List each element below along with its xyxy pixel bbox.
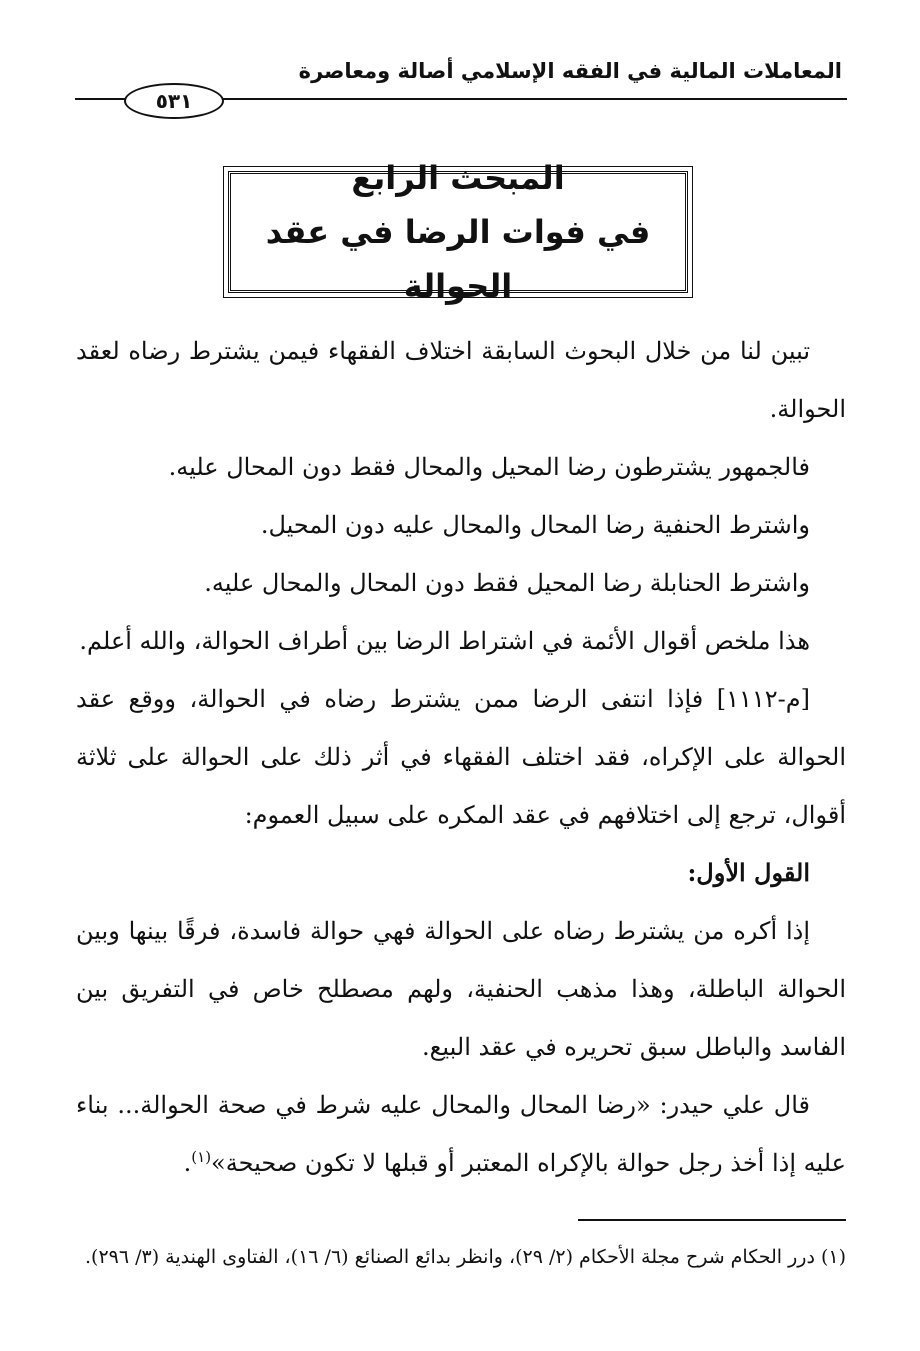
paragraph-6: [م-١١١٢] فإذا انتفى الرضا ممن يشترط رضاه في الحوالة، ووقع عقد الحوالة على الإكراه، فقد اختلف الفقهاء في أثر ذلك على الحوالة على ثلاثة أقوال، ترجع إلى اختلافهم في عقد المكره على سبيل العموم: xyxy=(76,685,846,829)
quotation-text: قال علي حيدر: «رضا المحال والمحال عليه شرط في صحة الحوالة... بناء عليه إذا أخذ رجل حوالة بالإكراه المعتبر أو قبلها لا تكون صحيحة» xyxy=(76,1091,846,1177)
page-number: ٥٣١ xyxy=(124,83,224,119)
sentence-end: . xyxy=(183,1149,192,1177)
paragraph-1: تبين لنا من خلال البحوث السابقة اختلاف الفقهاء فيمن يشترط رضاه لعقد الحوالة. xyxy=(76,337,846,423)
paragraph-8 xyxy=(76,1076,846,1192)
section-title-line-1: المبحث الرابع xyxy=(351,159,565,197)
first-opinion-heading: القول الأول: xyxy=(687,858,810,887)
paragraph-5: هذا ملخص أقوال الأئمة في اشتراط الرضا بين أطراف الحوالة، والله أعلم. xyxy=(79,627,810,655)
footnotes xyxy=(80,1234,846,1280)
paragraph-3: واشترط الحنفية رضا المحال والمحال عليه دون المحيل. xyxy=(260,511,810,539)
footnote-1: (١) درر الحكام شرح مجلة الأحكام (٢/ ٢٩)، وانظر بدائع الصنائع (٦/ ١٦)، الفتاوى الهندية (٣/ ٢٩٦). xyxy=(84,1246,846,1268)
paragraph-4: واشترط الحنابلة رضا المحيل فقط دون المحال والمحال عليه. xyxy=(204,569,810,597)
paragraph-7: إذا أكره من يشترط رضاه على الحوالة فهي حوالة فاسدة، فرقًا بينها وبين الحوالة الباطلة، وهذا مذهب الحنفية، ولهم مصطلح خاص في التفريق بين الفاسد والباطل سبق تحريره في عقد البيع. xyxy=(76,917,846,1061)
section-title-frame xyxy=(223,159,693,305)
footnote-rule xyxy=(578,1219,846,1221)
section-title-line-2: في فوات الرضا في عقد الحوالة xyxy=(265,213,651,305)
running-header-title: المعاملات المالية في الفقه الإسلامي أصالة ومعاصرة xyxy=(298,59,842,83)
section-title xyxy=(228,159,688,305)
main-text xyxy=(76,322,846,1192)
footnote-reference[interactable]: (١) xyxy=(191,1148,212,1166)
paragraph-2: فالجمهور يشترطون رضا المحيل والمحال فقط دون المحال عليه. xyxy=(168,453,810,481)
